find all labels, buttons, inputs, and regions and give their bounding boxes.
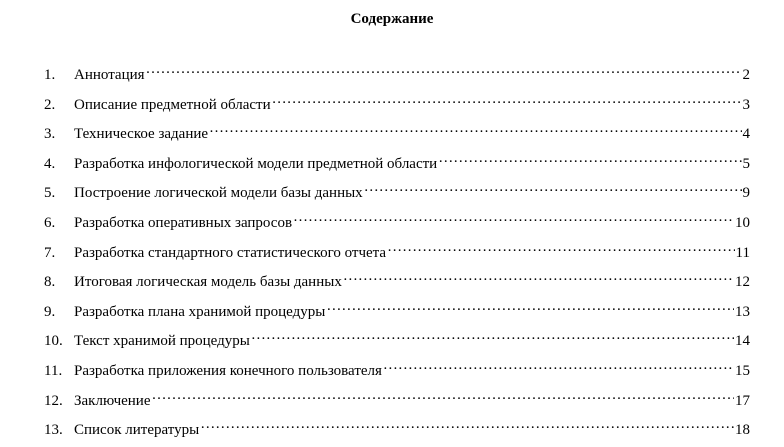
toc-entry [44,266,750,296]
toc-entry-page: 10 [735,214,750,231]
toc-entry [44,89,750,119]
toc-entry [44,325,750,355]
toc-entry [44,355,750,385]
toc-entry-page: 13 [735,303,750,320]
toc-entry-page: 12 [735,274,750,291]
toc-entry-title: Разработка приложения конечного пользователя [74,362,382,379]
toc-entry-number: 8. [44,274,56,291]
toc-entry-title: Построение логической модели базы данных [74,185,363,202]
toc-entry-number: 3. [44,126,56,143]
toc-dot-leader [209,118,741,138]
table-of-contents [44,59,750,444]
toc-entry-page: 18 [735,422,750,439]
toc-dot-leader [251,325,734,345]
toc-entry-number: 12. [44,392,63,409]
toc-entry-title: Текст хранимой процедуры [74,333,250,350]
toc-entry [44,414,750,444]
toc-dot-leader [146,59,742,79]
toc-entry [44,207,750,237]
toc-entry-page: 2 [742,67,750,83]
toc-entry-page: 14 [735,333,750,350]
toc-entry-title: Описание предметной области [74,96,271,113]
toc-entry-title: Список литературы [74,422,200,439]
toc-dot-leader [272,89,742,109]
toc-entry-page: 4 [742,126,750,143]
toc-dot-leader [383,355,734,375]
toc-entry-number: 10. [44,333,63,350]
toc-entry-page: 9 [742,185,750,202]
toc-entry-number: 2. [44,96,56,113]
toc-entry-number: 1. [44,67,56,83]
toc-entry-page: 15 [735,362,750,379]
document-title: Содержание [350,11,434,27]
toc-entry-title: Разработка плана хранимой процедуры [74,303,326,320]
toc-entry [44,148,750,178]
toc-entry [44,118,750,148]
toc-entry-page: 5 [742,155,750,172]
toc-entry-page: 11 [735,244,750,261]
toc-entry-number: 4. [44,155,56,172]
toc-entry-title: Заключение [74,392,151,409]
toc-entry-number: 9. [44,303,56,320]
toc-entry-number: 11. [44,362,63,379]
toc-entry-page: 17 [735,392,750,409]
toc-entry-title: Разработка оперативных запросов [74,214,293,231]
toc-dot-leader [343,266,734,286]
toc-entry-number: 13. [44,422,63,439]
toc-entry [44,237,750,267]
toc-entry-number: 6. [44,214,56,231]
toc-dot-leader [293,207,734,227]
toc-entry-number: 5. [44,185,56,202]
toc-entry [44,177,750,207]
toc-entry-title: Итоговая логическая модель базы данных [74,274,342,291]
toc-entry [44,296,750,326]
toc-dot-leader [364,177,742,197]
toc-entry-number: 7. [44,244,56,261]
toc-entry-page: 3 [742,96,750,113]
toc-dot-leader [387,237,734,257]
toc-dot-leader [152,385,735,405]
toc-dot-leader [326,296,734,316]
toc-entry-title: Аннотация [74,67,145,83]
toc-dot-leader [438,148,741,168]
toc-entry [44,385,750,415]
toc-entry-title: Разработка стандартного статистического отчета [74,244,387,261]
toc-dot-leader [200,414,734,434]
toc-entry [44,59,750,89]
toc-entry-title: Разработка инфологической модели предметной области [74,155,438,172]
toc-entry-title: Техническое задание [74,126,209,143]
